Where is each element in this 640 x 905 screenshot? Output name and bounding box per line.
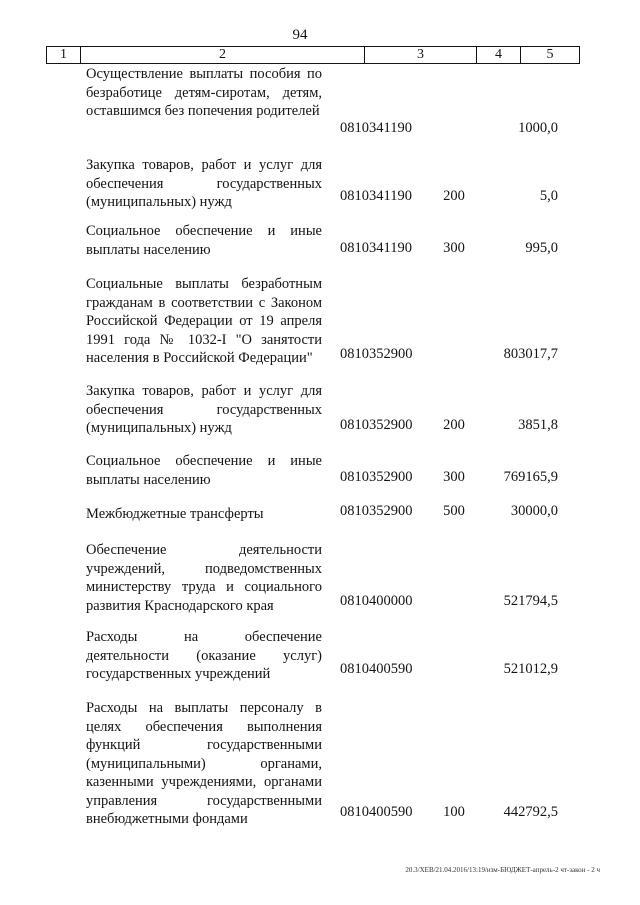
row-kind: 300 <box>443 469 465 485</box>
row-amount: 803017,7 <box>503 346 558 362</box>
row-kind: 500 <box>443 503 465 519</box>
row-kind: 200 <box>443 417 465 433</box>
row-description: Закупка товаров, работ и услуг для обеспечения государственных (муниципальных) нужд <box>86 157 322 210</box>
row-amount: 521794,5 <box>503 593 558 609</box>
row-amount: 30000,0 <box>510 503 558 519</box>
row-amount: 442792,5 <box>503 804 558 820</box>
footer-note: 20.3/ХЕВ/21.04.2016/13:19/изм-БЮДЖЕТ-апрель-2 чт-закон - 2 ч <box>405 866 600 874</box>
row-code: 0810400000 <box>340 593 413 609</box>
row-kind: 100 <box>443 804 465 820</box>
row-description: Межбюджетные трансферты <box>86 506 264 522</box>
row-code: 0810341190 <box>340 240 412 256</box>
row-amount: 995,0 <box>525 240 558 256</box>
header-col-4: 4 <box>477 47 521 63</box>
row-code: 0810341190 <box>340 120 412 136</box>
row-code: 0810400590 <box>340 804 413 820</box>
header-col-5: 5 <box>546 47 554 62</box>
row-amount: 5,0 <box>539 188 558 204</box>
header-col-1: 1 <box>47 47 81 63</box>
row-code: 0810352900 <box>340 503 413 519</box>
row-code: 0810352900 <box>340 346 413 362</box>
header-col-2: 2 <box>81 47 365 63</box>
row-code: 0810352900 <box>340 417 413 433</box>
row-description: Расходы на обеспечение деятельности (оказание услуг) государственных учреждений <box>86 629 322 682</box>
table-header-row <box>46 46 580 64</box>
row-code: 0810400590 <box>340 661 413 677</box>
row-amount: 3851,8 <box>518 417 558 433</box>
row-description: Социальные выплаты безработным гражданам в соответствии с Законом Российской Федерации от 19 апреля 1991 года № 1032-I "О занятости населения в Российской Федерации" <box>86 276 322 366</box>
row-description: Расходы на выплаты персоналу в целях обеспечения выполнения функций государственными (муниципальными) органами, казенными учреждениями, органами управления государственными внебюджетными фондами <box>86 700 322 827</box>
row-amount: 521012,9 <box>503 661 558 677</box>
row-kind: 300 <box>443 240 465 256</box>
row-kind: 200 <box>443 188 465 204</box>
row-description: Социальное обеспечение и иные выплаты населению <box>86 223 322 258</box>
row-description: Осуществление выплаты пособия по безработице детям-сиротам, детям, оставшимся без попечения родителей <box>86 66 322 119</box>
row-code: 0810352900 <box>340 469 413 485</box>
row-description: Обеспечение деятельности учреждений, подведомственных министерству труда и социального развития Краснодарского края <box>86 542 322 614</box>
page-number: 94 <box>292 27 308 43</box>
row-code: 0810341190 <box>340 188 412 204</box>
row-description: Социальное обеспечение и иные выплаты населению <box>86 453 322 488</box>
header-col-3: 3 <box>365 47 477 63</box>
row-description: Закупка товаров, работ и услуг для обеспечения государственных (муниципальных) нужд <box>86 383 322 436</box>
row-amount: 1000,0 <box>518 120 558 136</box>
row-amount: 769165,9 <box>503 469 558 485</box>
